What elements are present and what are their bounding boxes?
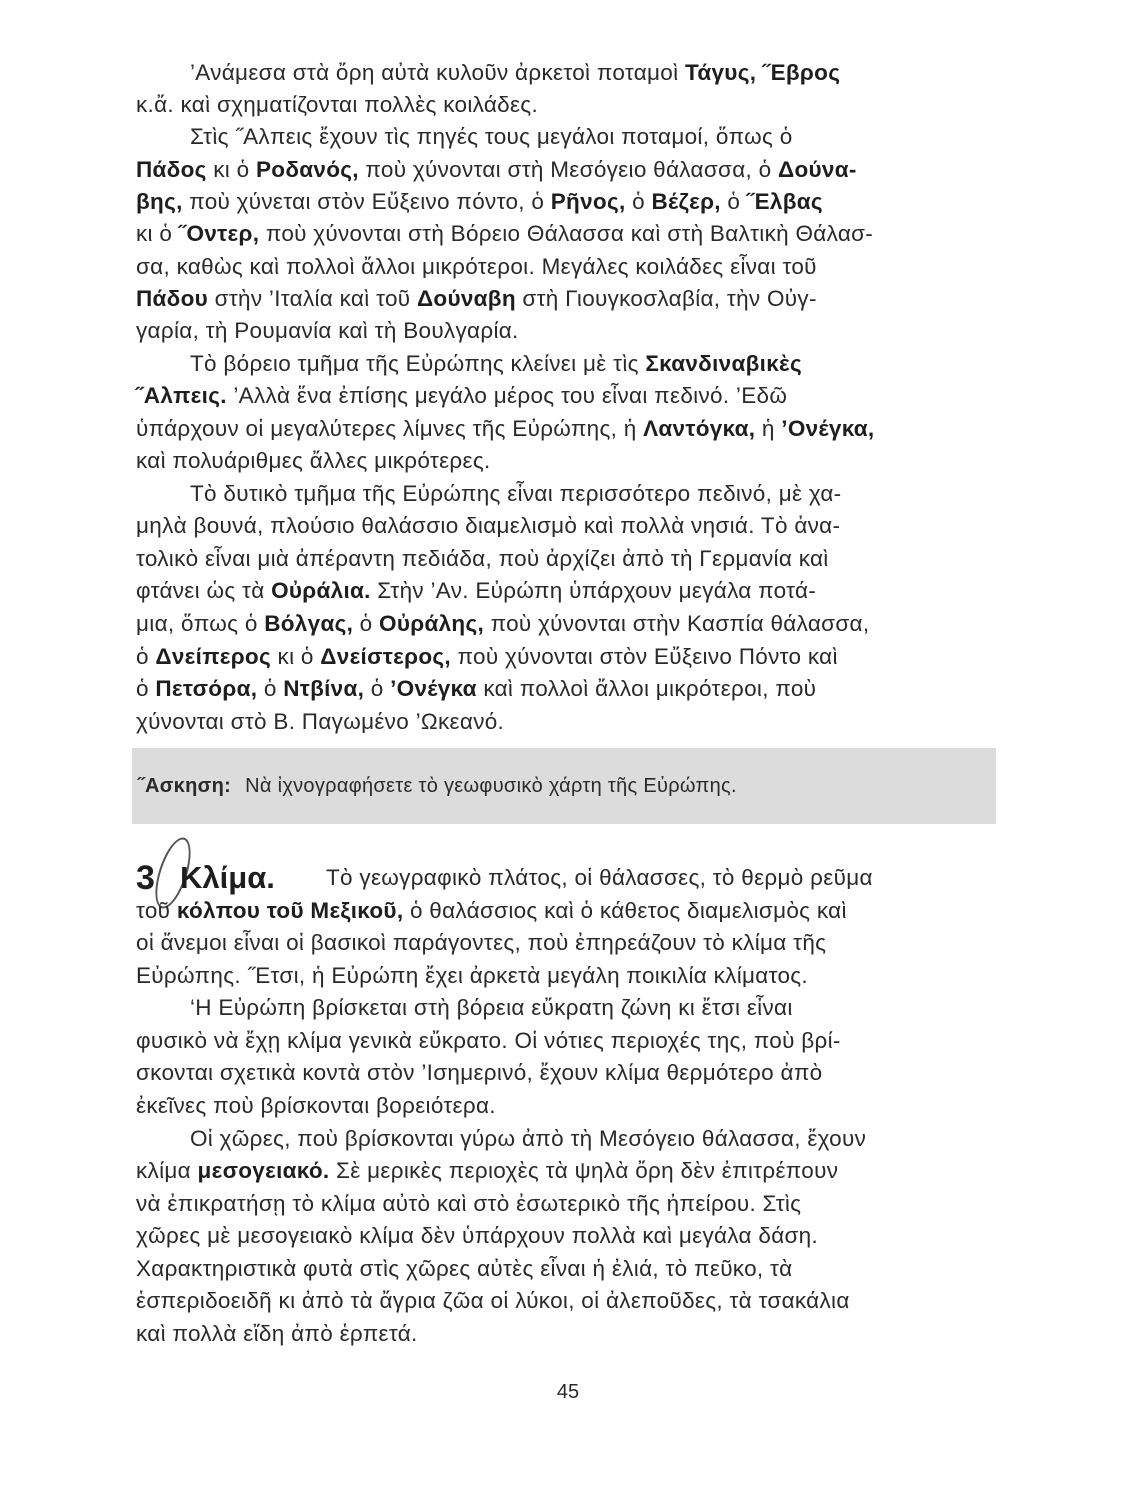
text-run: ὁ bbox=[353, 611, 380, 636]
text-line bbox=[190, 1123, 996, 1155]
bold-term: Οὐράλης, bbox=[379, 611, 485, 636]
text-run: Οἱ χῶρες, ποὺ βρίσκονται γύρω ἀπὸ τὴ Μεσόγειο θάλασσα, ἔχουν bbox=[190, 1126, 867, 1151]
text-run: στὴ Γιουγκοσλαβία, τὴν Οὐγ- bbox=[515, 286, 817, 311]
text-run: ποὺ χύνονται στὸν Εὔξεινο Πόντο καὶ bbox=[450, 644, 838, 669]
bold-term: βης, bbox=[136, 189, 183, 214]
text-run: κι ὁ bbox=[270, 644, 321, 669]
text-run: χύνονται στὸ Β. Παγωμένο ’Ωκεανό. bbox=[136, 709, 505, 734]
text-run: Χαρακτηριστικὰ φυτὰ στὶς χῶρες αὐτὲς εἶναι ἡ ἐλιά, τὸ πεῦκο, τὰ bbox=[136, 1256, 793, 1281]
text-run: Τὸ δυτικὸ τμῆμα τῆς Εὐρώπης εἶναι περισσότερο πεδινό, μὲ χα- bbox=[190, 481, 842, 506]
section-number: 3 bbox=[136, 859, 155, 897]
text-run: ἑσπεριδοειδῆ κι ἀπὸ τὰ ἄγρια ζῶα οἱ λύκοι, οἱ ἀλεποῦδες, τὰ τσακάλια bbox=[136, 1288, 850, 1313]
bold-term: Πετσόρα, bbox=[155, 676, 258, 701]
text-line bbox=[136, 1155, 996, 1187]
text-line bbox=[136, 1188, 996, 1220]
bold-term: Πάδος bbox=[136, 157, 207, 182]
text-line bbox=[136, 413, 996, 445]
text-run: ποὺ χύνονται στὴ Βόρειο Θάλασσα καὶ στὴ Βαλτικὴ Θάλασ- bbox=[259, 221, 874, 246]
text-run: ’Αλλὰ ἕνα ἐπίσης μεγάλο μέρος του εἶναι πεδινό. ’Εδῶ bbox=[226, 383, 788, 408]
text-run: ὁ bbox=[257, 676, 284, 701]
text-run: ἡ bbox=[755, 416, 782, 441]
text-run: ὑπάρχουν οἱ μεγαλύτερες λίμνες τῆς Εὐρώπης, ἡ bbox=[136, 416, 644, 441]
text-line bbox=[190, 478, 996, 510]
text-run: Στὴν ’Αν. Εὐρώπη ὑπάρχουν μεγάλα ποτά- bbox=[370, 578, 817, 603]
text-run: σκονται σχετικὰ κοντὰ στὸν ’Ισημερινό, ἔχουν κλίμα θερμότερο ἀπὸ bbox=[136, 1060, 823, 1085]
text-line bbox=[136, 1090, 996, 1122]
text-run: ὁ θαλάσσιος καὶ ὁ κάθετος διαμελισμὸς καὶ bbox=[403, 898, 847, 923]
text-line bbox=[136, 510, 996, 542]
bold-term: κόλπου τοῦ Μεξικοῦ, bbox=[176, 898, 404, 923]
text-run: ἐκεῖνες ποὺ βρίσκονται βορειότερα. bbox=[136, 1093, 496, 1118]
text-line bbox=[136, 218, 996, 250]
bold-term: μεσογειακό. bbox=[197, 1158, 330, 1183]
text-run: νὰ ἐπικρατήσῃ τὸ κλίμα αὐτὸ καὶ στὸ ἐσωτερικὸ τῆς ἠπείρου. Στὶς bbox=[136, 1191, 802, 1216]
text-line bbox=[190, 992, 996, 1024]
text-run: στὴν ’Ιταλία καὶ τοῦ bbox=[208, 286, 417, 311]
bold-term: ˝Αλπεις. bbox=[136, 383, 227, 408]
bold-term: Σκανδιναβικὲς bbox=[645, 351, 803, 376]
text-line bbox=[136, 575, 996, 607]
text-run: καὶ πολλοὶ ἄλλοι μικρότεροι, ποὺ bbox=[476, 676, 817, 701]
text-line bbox=[136, 186, 996, 218]
text-line bbox=[136, 1285, 996, 1317]
bold-term: ˝Οντερ, bbox=[178, 221, 260, 246]
text-run: ὁ bbox=[720, 189, 747, 214]
text-run: σα, καθὼς καὶ πολλοὶ ἄλλοι μικρότεροι. Μεγάλες κοιλάδες εἶναι τοῦ bbox=[136, 254, 817, 279]
text-run: οἱ ἄνεμοι εἶναι οἱ βασικοὶ παράγοντες, ποὺ ἐπηρεάζουν τὸ κλίμα τῆς bbox=[136, 930, 827, 955]
text-line bbox=[136, 895, 996, 927]
text-line bbox=[136, 927, 996, 959]
text-run: κλίμα bbox=[136, 1158, 198, 1183]
text-run: τολικὸ εἶναι μιὰ ἀπέραντη πεδιάδα, ποὺ ἀρχίζει ἀπὸ τὴ Γερμανία καὶ bbox=[136, 546, 829, 571]
text-line bbox=[326, 862, 996, 894]
exercise-line bbox=[138, 770, 737, 802]
bold-term: Δνείπερος bbox=[155, 644, 271, 669]
text-line bbox=[136, 445, 996, 477]
text-run: ὁ bbox=[625, 189, 652, 214]
text-line bbox=[136, 706, 996, 738]
text-run: καὶ πολλὰ εἴδη ἀπὸ ἑρπετά. bbox=[136, 1321, 418, 1346]
text-line bbox=[136, 960, 996, 992]
text-line bbox=[190, 57, 996, 89]
text-line bbox=[136, 1025, 996, 1057]
text-run: χῶρες μὲ μεσογειακὸ κλίμα δὲν ὑπάρχουν πολλὰ καὶ μεγάλα δάση. bbox=[136, 1223, 819, 1248]
text-run: καὶ πολυάριθμες ἄλλες μικρότερες. bbox=[136, 448, 491, 473]
text-line bbox=[136, 1318, 996, 1350]
bold-term: Δούνα- bbox=[777, 157, 857, 182]
text-run: ποὺ χύνεται στὸν Εὔξεινο πόντο, ὁ bbox=[182, 189, 551, 214]
text-line bbox=[136, 1253, 996, 1285]
text-run: Στὶς ˝Αλπεις ἔχουν τὶς πηγές τους μεγάλοι ποταμοί, ὅπως ὁ bbox=[190, 124, 793, 149]
text-line bbox=[136, 1220, 996, 1252]
bold-term: ’Ονέγκα bbox=[390, 676, 477, 701]
bold-term: Βέζερ, bbox=[651, 189, 721, 214]
bold-term: Πάδου bbox=[136, 286, 209, 311]
text-run: Εὐρώπης. ˝Ετσι, ἡ Εὐρώπη ἔχει ἀρκετὰ μεγάλη ποικιλία κλίματος. bbox=[136, 963, 808, 988]
text-run: φτάνει ὡς τὰ bbox=[136, 578, 272, 603]
text-line bbox=[136, 543, 996, 575]
bold-term: Ντβίνα, bbox=[283, 676, 365, 701]
bold-term: Δούναβη bbox=[416, 286, 516, 311]
text-run: ποὺ χύνονται στὴν Κασπία θάλασσα, bbox=[484, 611, 870, 636]
text-line bbox=[136, 641, 996, 673]
text-run: κ.ἄ. καὶ σχηματίζονται πολλὲς κοιλάδες. bbox=[136, 92, 538, 117]
text-run: κι ὁ bbox=[206, 157, 256, 182]
text-line bbox=[136, 154, 996, 186]
text-run: φυσικὸ νὰ ἔχῃ κλίμα γενικὰ εὔκρατο. Οἱ νότιες περιοχές της, ποὺ βρί- bbox=[136, 1028, 841, 1053]
text-line bbox=[136, 89, 996, 121]
text-run: τοῦ bbox=[136, 898, 177, 923]
text-line bbox=[190, 121, 996, 153]
text-run: μια, ὅπως ὁ bbox=[136, 611, 265, 636]
text-line bbox=[136, 1057, 996, 1089]
bold-term: Οὐράλια. bbox=[271, 578, 371, 603]
text-line bbox=[136, 608, 996, 640]
bold-term: ’Ονέγκα, bbox=[781, 416, 875, 441]
text-run: Τὸ βόρειο τμῆμα τῆς Εὐρώπης κλείνει μὲ τὶς bbox=[190, 351, 646, 376]
section-title: Κλίμα. bbox=[180, 860, 275, 895]
text-run: ὁ bbox=[136, 676, 156, 701]
text-run: ’Ανάμεσα στὰ ὄρη αὐτὰ κυλοῦν ἀρκετοὶ ποταμοὶ bbox=[190, 60, 685, 85]
bold-term: Λαντόγκα, bbox=[643, 416, 756, 441]
text-run: μηλὰ βουνά, πλούσιο θαλάσσιο διαμελισμὸ καὶ πολλὰ νησιά. Τὸ ἀνα- bbox=[136, 513, 841, 538]
text-run: κι ὁ bbox=[136, 221, 179, 246]
text-line bbox=[190, 348, 996, 380]
text-run: Σὲ μερικὲς περιοχὲς τὰ ψηλὰ ὄρη δὲν ἐπιτρέπουν bbox=[329, 1158, 839, 1183]
text-run: ὁ bbox=[136, 644, 156, 669]
page-number: 45 bbox=[556, 1381, 580, 1403]
text-line bbox=[136, 673, 996, 705]
text-line bbox=[136, 315, 996, 347]
bold-term: ˝Ελβας bbox=[746, 189, 823, 214]
exercise-label: ˝Ασκηση: bbox=[138, 775, 232, 797]
bold-term: Τάγυς, ˝Εβρος bbox=[684, 60, 841, 85]
bold-term: Ρῆνος, bbox=[550, 189, 626, 214]
bold-term: Ροδανός, bbox=[256, 157, 359, 182]
text-run: γαρία, τὴ Ρουμανία καὶ τὴ Βουλγαρία. bbox=[136, 318, 519, 343]
text-run: ‘Η Εὐρώπη βρίσκεται στὴ βόρεια εὔκρατη ζώνη κι ἔτσι εἶναι bbox=[190, 995, 793, 1020]
text-run: Τὸ γεωγραφικὸ πλάτος, οἱ θάλασσες, τὸ θερμὸ ρεῦμα bbox=[326, 865, 873, 890]
text-line bbox=[136, 380, 996, 412]
exercise-text: Νὰ ἰχνογραφήσετε τὸ γεωφυσικὸ χάρτη τῆς Εὐρώπης. bbox=[245, 775, 737, 797]
bold-term: Δνείστερος, bbox=[320, 644, 451, 669]
text-line bbox=[136, 283, 996, 315]
text-run: ποὺ χύνονται στὴ Μεσόγειο θάλασσα, ὁ bbox=[358, 157, 778, 182]
text-run: ὁ bbox=[364, 676, 391, 701]
text-line bbox=[136, 251, 996, 283]
bold-term: Βόλγας, bbox=[264, 611, 354, 636]
